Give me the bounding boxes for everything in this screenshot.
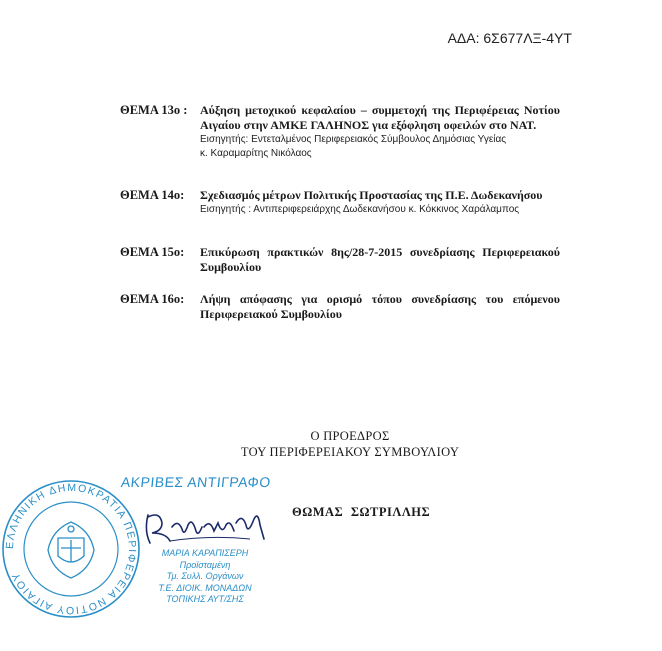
topic-13 [120,103,560,161]
topic-rapporteur: Εισηγητής : Αντιπεριφερειάρχης Δωδεκανήσου κ. Κόκκινος Χαράλαμπος [200,204,520,215]
president-name: ΘΩΜΑΣ ΣΩΤΡΙΛΛΗΣ [292,505,431,519]
topic-label: ΘΕΜΑ 14ο: [120,188,185,202]
topic-label: ΘΕΜΑ 13ο : [120,103,188,117]
topic-15 [120,245,560,275]
topic-title: Αύξηση μετοχικού κεφαλαίου – συμμετοχή της Περιφέρειας Νοτίου Αιγαίου στην ΑΜΚΕ ΓΑΛΗΝΟΣ για εξόφληση οφειλών στο ΝΑΤ. [200,103,560,132]
coat-of-arms-icon [48,522,94,578]
president-title: Ο ΠΡΟΕΔΡΟΣ [310,429,390,443]
seal-text: ΕΛΛΗΝΙΚΗ ΔΗΜΟΚΡΑΤΙΑ ΠΕΡΙΦΕΡΕΙΑ ΝΟΤΙΟΥ ΑΙΓΑΙΟΥ [3,481,139,617]
handwritten-signature [140,505,270,551]
topic-14 [120,188,560,217]
topic-title: Λήψη απόφασης για ορισμό τόπου συνεδρίασης του επόμενου Περιφερειακού Συμβουλίου [200,292,560,321]
topic-title: Σχεδιασμός μέτρων Πολιτικής Προστασίας της Π.Ε. Δωδεκανήσου [200,188,543,202]
topic-16 [120,292,560,322]
ada-number: ΑΔΑ: 6Σ677ΛΞ-4ΥΤ [447,30,572,46]
certified-copy-stamp: ΑΚΡΙΒΕΣ ΑΝΤΙΓΡΑΦΟ [120,474,272,490]
topic-title: Επικύρωση πρακτικών 8ης/28-7-2015 συνεδρίασης Περιφερειακού Συμβουλίου [200,245,560,274]
official-seal [0,478,142,620]
stamp-text-block [140,548,270,606]
stamp-line: ΤΟΠΙΚΗΣ ΑΥΤ/ΣΗΣ [166,594,244,604]
stamp-line: Τμ. Συλλ. Οργάνων [166,571,244,581]
council-title: ΤΟΥ ΠΕΡΙΦΕΡΕΙΑΚΟΥ ΣΥΜΒΟΥΛΙΟΥ [240,445,460,459]
topic-rapporteur-name: κ. Καραμαρίτης Νικόλαος [200,148,312,159]
topic-rapporteur: Εισηγητής: Εντεταλμένος Περιφερειακός Σύμβουλος Δημόσιας Υγείας [200,134,507,145]
topic-label: ΘΕΜΑ 16ο: [120,292,185,306]
stamp-line: Προϊσταμένη [179,559,231,570]
stamp-line: Τ.Ε. ΔΙΟΙΚ. ΜΟΝΑΔΩΝ [158,582,252,593]
topic-label: ΘΕΜΑ 15ο: [120,245,185,259]
stamp-line: ΜΑΡΙΑ ΚΑΡΑΠΙΣΕΡΗ [161,548,249,558]
